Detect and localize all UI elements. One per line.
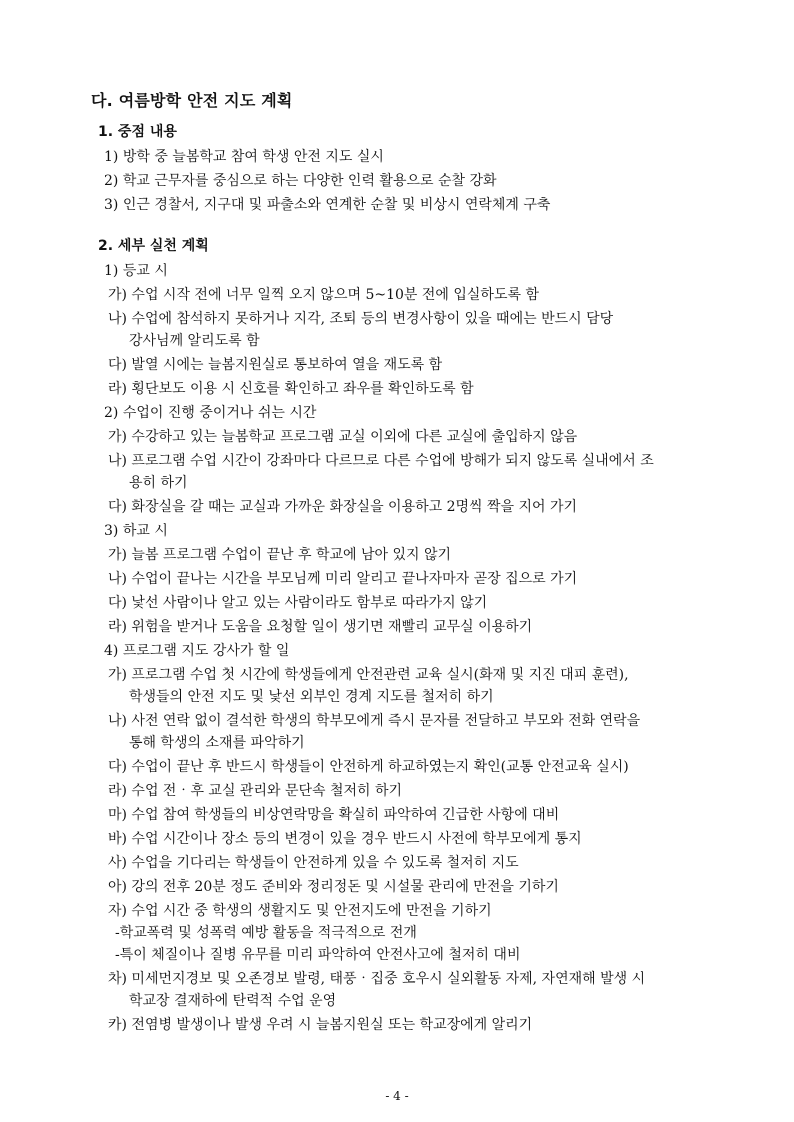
focus-item: 1) 방학 중 늘봄학교 참여 학생 안전 지도 실시: [104, 149, 384, 165]
plan-item: 가) 늘봄 프로그램 수업이 끝난 후 학교에 남아 있지 않기: [108, 547, 452, 563]
plan-item: 아) 강의 전후 20분 정도 준비와 정리정돈 및 시설물 관리에 만전을 기하기: [108, 879, 559, 895]
group-title-arrival: 1) 등교 시: [104, 263, 168, 279]
plan-item: 나) 수업이 끝나는 시간을 부모님께 미리 알리고 끝나자마자 곧장 집으로 가기: [108, 571, 578, 587]
plan-item: 나) 수업에 참석하지 못하거나 지각, 조퇴 등의 변경사항이 있을 때에는 반드시 담당: [108, 311, 614, 327]
plan-item: 라) 위험을 받거나 도움을 요청할 일이 생기면 재빨리 교무실 이용하기: [108, 619, 533, 635]
plan-item-continued: 강사님께 알리도록 함: [129, 333, 260, 349]
plan-item-continued: 학생들의 안전 지도 및 낯선 외부인 경계 지도를 철저히 하기: [129, 689, 494, 705]
plan-item: 사) 수업을 기다리는 학생들이 안전하게 있을 수 있도록 철저히 지도: [108, 855, 519, 871]
plan-item: 마) 수업 참여 학생들의 비상연락망을 확실히 파악하여 긴급한 사항에 대비: [108, 807, 560, 823]
plan-item-continued: 용히 하기: [129, 475, 188, 491]
plan-item: 가) 수업 시작 전에 너무 일찍 오지 않으며 5~10분 전에 입실하도록 함: [108, 287, 539, 303]
plan-item-continued: 학교장 결재하에 탄력적 수업 운영: [129, 993, 337, 1009]
plan-subitem: -특이 체질이나 질병 유무를 미리 파악하여 안전사고에 철저히 대비: [115, 947, 521, 963]
focus-item: 2) 학교 근무자를 중심으로 하는 다양한 인력 활용으로 순찰 강화: [104, 173, 497, 189]
plan-subitem: -학교폭력 및 성폭력 예방 활동을 적극적으로 전개: [115, 925, 417, 941]
plan-item: 자) 수업 시간 중 학생의 생활지도 및 안전지도에 만전을 기하기: [108, 903, 492, 919]
plan-item: 다) 수업이 끝난 후 반드시 학생들이 안전하게 하교하였는지 확인(교통 안전교육 실시): [108, 759, 629, 775]
plan-item-continued: 통해 학생의 소재를 파악하기: [129, 735, 305, 751]
plan-item: 차) 미세먼지경보 및 오존경보 발령, 태풍‧집중 호우시 실외활동 자제, 자연재해 발생 시: [108, 971, 646, 987]
plan-item: 가) 수강하고 있는 늘봄학교 프로그램 교실 이외에 다른 교실에 출입하지 않음: [108, 429, 578, 445]
group-title-class-time: 2) 수업이 진행 중이거나 쉬는 시간: [104, 405, 317, 421]
plan-item: 다) 화장실을 갈 때는 교실과 가까운 화장실을 이용하고 2명씩 짝을 지어 가기: [108, 499, 578, 515]
page-number: - 4 -: [385, 1089, 409, 1103]
focus-item: 3) 인근 경찰서, 지구대 및 파출소와 연계한 순찰 및 비상시 연락체계 구축: [104, 197, 551, 213]
subsection-title-detail-plan: 2. 세부 실천 계획: [98, 238, 209, 254]
plan-item: 다) 발열 시에는 늘봄지원실로 통보하여 열을 재도록 함: [108, 357, 443, 373]
subsection-title-focus: 1. 중점 내용: [98, 124, 177, 140]
plan-item: 라) 횡단보도 이용 시 신호를 확인하고 좌우를 확인하도록 함: [108, 381, 474, 397]
group-title-dismissal: 3) 하교 시: [104, 523, 168, 539]
plan-item: 카) 전염병 발생이나 발생 우려 시 늘봄지원실 또는 학교장에게 알리기: [108, 1017, 533, 1033]
plan-item: 나) 사전 연락 없이 결석한 학생의 학부모에게 즉시 문자를 전달하고 부모와 전화 연락을: [108, 713, 641, 729]
plan-item: 다) 낯선 사람이나 알고 있는 사람이라도 함부로 따라가지 않기: [108, 595, 488, 611]
group-title-instructor-duties: 4) 프로그램 지도 강사가 할 일: [104, 643, 290, 659]
plan-item: 가) 프로그램 수업 첫 시간에 학생들에게 안전관련 교육 실시(화재 및 지진 대피 훈련),: [108, 667, 629, 683]
plan-item: 바) 수업 시간이나 장소 등의 변경이 있을 경우 반드시 사전에 학부모에게 통지: [108, 831, 582, 847]
section-heading: 다. 여름방학 안전 지도 계획: [91, 91, 293, 110]
plan-item: 라) 수업 전‧후 교실 관리와 문단속 철저히 하기: [108, 783, 403, 799]
plan-item: 나) 프로그램 수업 시간이 강좌마다 다르므로 다른 수업에 방해가 되지 않도록 실내에서 조: [108, 453, 654, 469]
